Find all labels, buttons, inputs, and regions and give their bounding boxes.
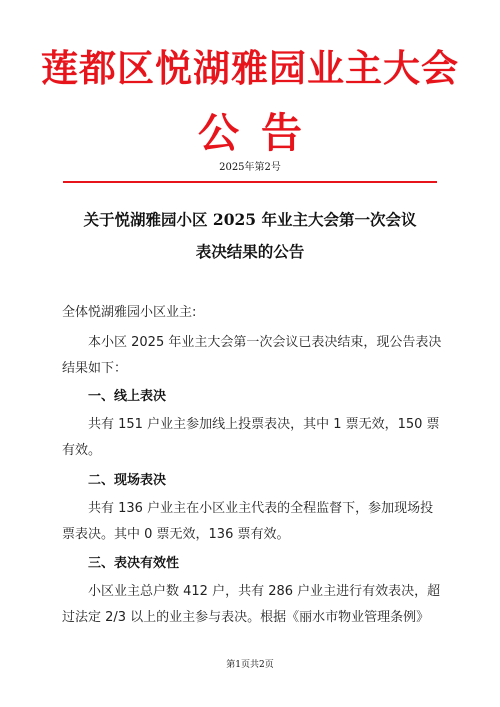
section1-heading: 一、线上表决 [88,389,167,404]
page-footer: 第1页共2页 [226,660,274,670]
section3-paragraph: 小区业主总户数 412 户，共有 286 户业主进行有效表决，超过法定 2/3 以上的业主参与表决。根据《丽水市物业管理条例》 [62,584,441,625]
red-divider [63,181,437,183]
header-organization: 莲都区悦湖雅园业主大会 [41,46,459,90]
document-number: 2025年第2号 [219,162,281,173]
section1-paragraph: 共有 151 户业主参加线上投票表决，其中 1 票无效，150 票有效。 [62,417,440,458]
section2-paragraph: 共有 136 户业主在小区业主代表的全程监督下，参加现场投票表决。其中 0 票无效，136 票有效。 [62,501,434,542]
salutation: 全体悦湖雅园小区业主: [62,305,197,320]
intro-paragraph: 本小区 2025 年业主大会第一次会议已表决结束，现公告表决结果如下： [62,335,442,376]
section3-heading: 三、表决有效性 [88,556,180,571]
announcement-title-line2: 表决结果的公告 [195,242,305,261]
header-notice-title: 公告 [198,109,324,157]
section2-heading: 二、现场表决 [88,473,167,488]
announcement-title-line1: 关于悦湖雅园小区 2025 年业主大会第一次会议 [83,210,417,229]
